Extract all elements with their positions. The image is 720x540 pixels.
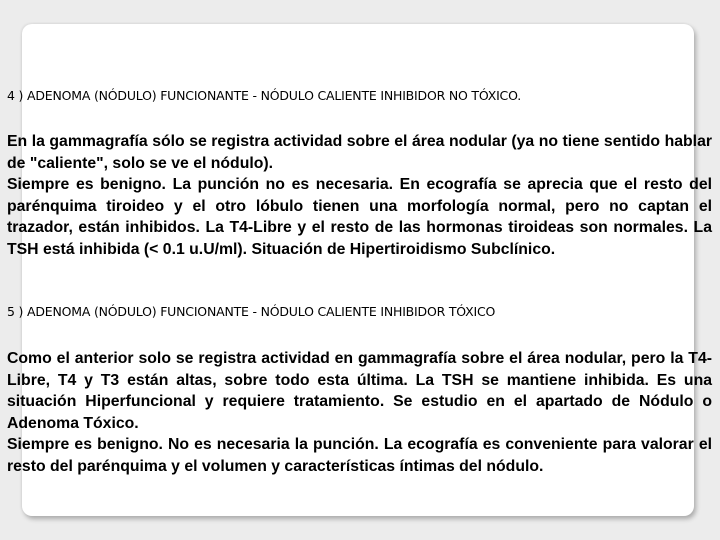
section-4-paragraph-1: En la gammagrafía sólo se registra actividad sobre el área nodular (ya no tiene sentido hablar de "caliente", solo se ve el nódulo). [7,133,712,172]
section-4-heading: 4 ) ADENOMA (NÓDULO) FUNCIONANTE - NÓDULO CALIENTE INHIBIDOR NO TÓXICO. [7,88,521,103]
section-5-heading: 5 ) ADENOMA (NÓDULO) FUNCIONANTE - NÓDULO CALIENTE INHIBIDOR TÓXICO [7,304,496,319]
section-5-body [7,348,712,478]
section-5-paragraph-2: Siempre es benigno. No es necesaria la punción. La ecografía es conveniente para valorar el resto del parénquima y el volumen y características íntimas del nódulo. [7,436,712,475]
section-4-body [7,131,712,261]
section-4-paragraph-2: Siempre es benigno. La punción no es necesaria. En ecografía se aprecia que el resto del parénquima tiroideo y el otro lóbulo tienen una morfología normal, pero no captan el trazador, están inhibidos. La T4-Libre y el resto de las hormonas tiroideas son normales. La TSH está inhibida (< 0.1 u.U/ml). Situación de Hipertiroidismo Subclínico. [7,176,712,258]
section-5-paragraph-1: Como el anterior solo se registra actividad en gammagrafía sobre el área nodular, pero la T4-Libre, T4 y T3 están altas, sobre todo esta última. La TSH se mantiene inhibida. Es una situación Hiperfuncional y requiere tratamiento. Se estudio en el apartado de Nódulo o Adenoma Tóxico. [7,350,712,432]
